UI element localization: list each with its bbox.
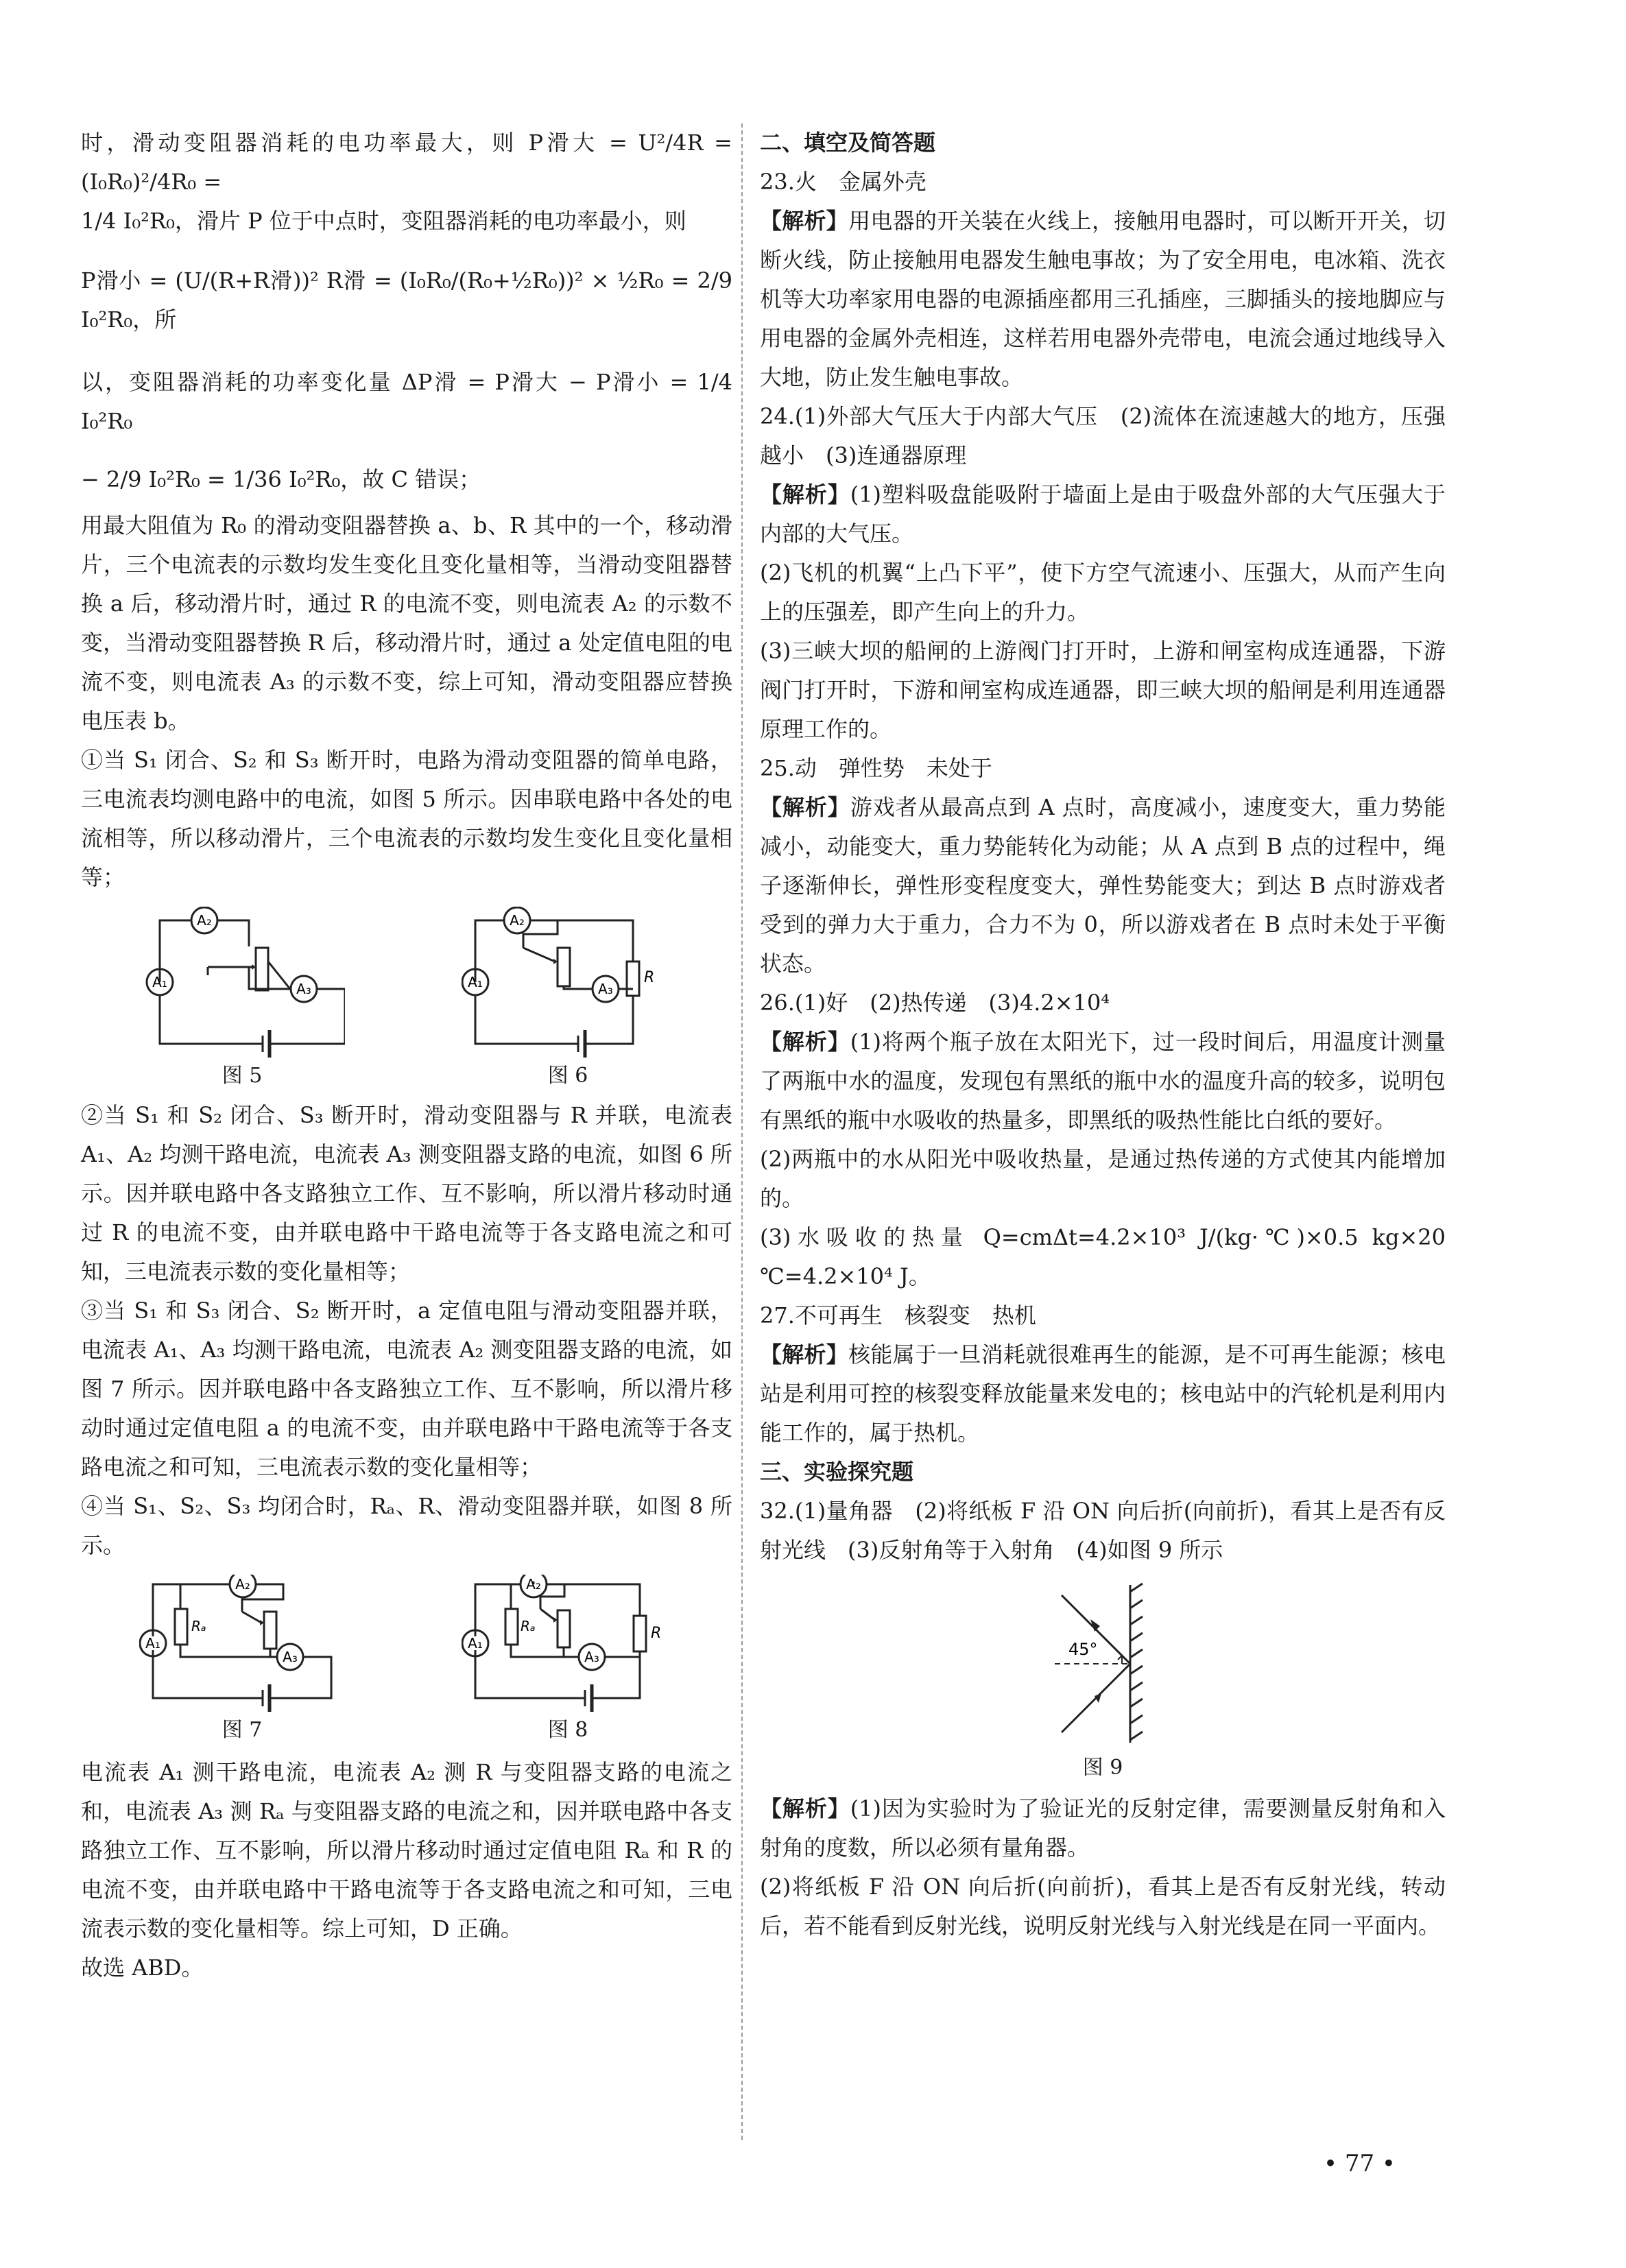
question-26-analysis bbox=[760, 1023, 1446, 1140]
figure-row-7-8 bbox=[81, 1575, 732, 1746]
question-32-analysis-2: (2)将纸板 F 沿 ON 向后折(向前折)，看其上是否有反射光线，转动后，若不能看到反射光线，说明反射光线与入射光线是在同一平面内。 bbox=[760, 1874, 1446, 1939]
question-32-answer: 32.(1)量角器 (2)将纸板 F 沿 ON 向后折(向前折)，看其上是否有反射光线 (3)反射角等于入射角 (4)如图 9 所示 bbox=[760, 1498, 1446, 1563]
figure-row-5-6 bbox=[81, 907, 732, 1092]
ammeter-a3-label: A₃ bbox=[598, 981, 613, 997]
ammeter-a3-label: A₃ bbox=[283, 1649, 298, 1665]
question-32-analysis bbox=[760, 1789, 1446, 1867]
paragraph-case-1: ①当 S₁ 闭合、S₂ 和 S₃ 断开时，电路为滑动变阻器的简单电路，三电流表均测电路中的电流，如图 5 所示。因串联电路中各处的电流相等，所以移动滑片，三个电流表的示数均发生变化且变化量相等； bbox=[81, 747, 732, 890]
figure-5 bbox=[139, 907, 345, 1092]
analysis-text: (1)塑料吸盘能吸附于墙面上是由于吸盘外部的大气压强大于内部的大气压。 bbox=[760, 481, 1446, 547]
formula-line-3: P滑小 = (U/(R+R滑))² R滑 = (I₀R₀/(R₀+½R₀))² × ½R₀ = 2/9 I₀²R₀，所 bbox=[81, 267, 732, 333]
ammeter-a3-label: A₃ bbox=[584, 1649, 599, 1665]
figure-6 bbox=[462, 907, 674, 1092]
ammeter-a2-label: A₂ bbox=[197, 912, 212, 929]
paragraph-replace: 用最大阻值为 R₀ 的滑动变阻器替换 a、b、R 其中的一个，移动滑片，三个电流表的示数均发生变化且变化量相等，当滑动变阻器替换 a 后，移动滑片时，通过 R 的电流不变，则电流表 A₂ 的示数不变，当滑动变阻器替换 R 后，移动滑片时，通过 a 处定值电阻的电流不变，则电流表 A₃ 的示数不变，综上可知，滑动变阻器应替换电压表 b。 bbox=[81, 512, 732, 734]
question-24-answer: 24.(1)外部大气压大于内部大气压 (2)流体在流速越大的地方，压强越小 (3)连通器原理 bbox=[760, 403, 1446, 468]
circuit-diagram-7 bbox=[139, 1575, 345, 1712]
resistor-ra-label: Rₐ bbox=[521, 1618, 536, 1634]
paragraph-case-4: ④当 S₁、S₂、S₃ 均闭合时，Rₐ、R、滑动变阻器并联，如图 8 所示。 bbox=[81, 1493, 732, 1558]
question-27-answer: 27.不可再生 核裂变 热机 bbox=[760, 1302, 1036, 1328]
question-26-analysis-2: (2)两瓶中的水从阳光中吸收热量，是通过热传递的方式使其内能增加的。 bbox=[760, 1146, 1446, 1211]
analysis-text: 游戏者从最高点到 A 点时，高度减小，速度变大，重力势能减小，动能变大，重力势能转化为动能；从 A 点到 B 点的过程中，绳子逐渐伸长，弹性形变程度变大，弹性势能变大；到达 B 点时游戏者受到的弹力大于重力，合力不为 0，所以游戏者在 B 点时未处于平衡状态。 bbox=[760, 794, 1446, 977]
column-divider bbox=[741, 123, 743, 2140]
analysis-tag: 【解析】 bbox=[760, 794, 850, 820]
angle-label: 45° bbox=[1068, 1640, 1098, 1659]
question-23-analysis bbox=[760, 202, 1446, 397]
answer-line: 故选 ABD。 bbox=[81, 1955, 204, 1981]
section-heading-fill-in: 二、填空及简答题 bbox=[760, 130, 936, 156]
question-26-analysis-3: (3)水吸收的热量 Q=cmΔt=4.2×10³ J/(kg·℃)×0.5 kg×20 ℃=4.2×10⁴ J。 bbox=[760, 1224, 1446, 1289]
page-number: • 77 • bbox=[1324, 2150, 1396, 2177]
left-column bbox=[81, 123, 732, 1988]
figure-8-caption: 图 8 bbox=[547, 1718, 588, 1742]
figure-9-caption: 图 9 bbox=[1082, 1756, 1123, 1780]
ammeter-a1-label: A₁ bbox=[468, 974, 483, 990]
ammeter-a2-label: A₂ bbox=[510, 912, 525, 929]
figure-8 bbox=[462, 1575, 674, 1746]
circuit-diagram-5 bbox=[139, 907, 345, 1058]
paragraph-case-3: ③当 S₁ 和 S₃ 闭合、S₂ 断开时，a 定值电阻与滑动变阻器并联，电流表 A₁、A₃ 均测干路电流，电流表 A₂ 测变阻器支路的电流，如图 7 所示。因并联电路中各支路独立工作、互不影响，所以滑片移动时通过定值电阻 a 的电流不变，由并联电路中干路电流等于各支路电流之和可知，三电流表示数的变化量相等； bbox=[81, 1298, 732, 1480]
question-24-analysis-3: (3)三峡大坝的船闸的上游阀门打开时，上游和闸室构成连通器，下游阀门打开时，下游和闸室构成连通器，即三峡大坝的船闸是利用连通器原理工作的。 bbox=[760, 638, 1446, 742]
analysis-tag: 【解析】 bbox=[760, 208, 849, 234]
question-27-analysis bbox=[760, 1335, 1446, 1453]
analysis-tag: 【解析】 bbox=[760, 1029, 850, 1055]
ammeter-a1-label: A₁ bbox=[152, 974, 167, 990]
analysis-text: 核能属于一旦消耗就很难再生的能源，是不可再生能源；核电站是利用可控的核裂变释放能量来发电的；核电站中的汽轮机是利用内能工作的，属于热机。 bbox=[760, 1341, 1446, 1446]
analysis-tag: 【解析】 bbox=[760, 1341, 849, 1368]
reflection-diagram-9 bbox=[1027, 1578, 1178, 1750]
circuit-diagram-6 bbox=[462, 907, 674, 1058]
analysis-text: (1)因为实验时为了验证光的反射定律，需要测量反射角和入射角的度数，所以必须有量角器。 bbox=[760, 1795, 1446, 1861]
question-25-analysis bbox=[760, 788, 1446, 983]
formula-line-1: 时，滑动变阻器消耗的电功率最大，则 P滑大 = U²/4R = (I₀R₀)²/4R₀ = bbox=[81, 130, 732, 195]
figure-5-caption: 图 5 bbox=[222, 1064, 263, 1088]
ammeter-a2-label: A₂ bbox=[235, 1576, 250, 1592]
circuit-diagram-8 bbox=[462, 1575, 674, 1712]
ammeter-a1-label: A₁ bbox=[468, 1635, 483, 1651]
question-23-answer: 23.火 金属外壳 bbox=[760, 169, 926, 195]
paragraph-conclusion: 电流表 A₁ 测干路电流，电流表 A₂ 测 R 与变阻器支路的电流之和，电流表 A₃ 测 Rₐ 与变阻器支路的电流之和，因并联电路中各支路独立工作、互不影响，所以滑片移动时通过定值电阻 Rₐ 和 R 的电流不变，由并联电路中干路电流等于各支路电流之和可知，三电流表示数的变化量相等。综上可知，D 正确。 bbox=[81, 1759, 732, 1942]
analysis-tag: 【解析】 bbox=[760, 1795, 850, 1822]
section-heading-experiment: 三、实验探究题 bbox=[760, 1459, 914, 1485]
question-24-analysis-2: (2)飞机的机翼“上凸下平”，使下方空气流速小、压强大，从而产生向上的压强差，即产生向上的升力。 bbox=[760, 560, 1446, 625]
resistor-r-label: R bbox=[651, 1625, 662, 1642]
formula-line-2: 1/4 I₀²R₀，滑片 P 位于中点时，变阻器消耗的电功率最小，则 bbox=[81, 208, 686, 234]
ammeter-a2-label: A₂ bbox=[526, 1576, 541, 1592]
figure-7-caption: 图 7 bbox=[222, 1718, 263, 1742]
resistor-r-label: R bbox=[644, 969, 655, 986]
resistor-ra-label: Rₐ bbox=[191, 1618, 206, 1634]
figure-9 bbox=[760, 1578, 1446, 1784]
question-25-answer: 25.动 弹性势 未处于 bbox=[760, 755, 992, 781]
right-column bbox=[760, 123, 1446, 1946]
question-26-answer: 26.(1)好 (2)热传递 (3)4.2×10⁴ bbox=[760, 990, 1110, 1016]
ammeter-a3-label: A₃ bbox=[296, 981, 311, 997]
ammeter-a1-label: A₁ bbox=[145, 1635, 160, 1651]
paragraph-case-2: ②当 S₁ 和 S₂ 闭合、S₃ 断开时，滑动变阻器与 R 并联，电流表 A₁、A₂ 均测干路电流，电流表 A₃ 测变阻器支路的电流，如图 6 所示。因并联电路中各支路独立工作、互不影响，所以滑片移动时通过 R 的电流不变，由并联电路中干路电流等于各支路电流之和可知，三电流表示数的变化量相等； bbox=[81, 1102, 732, 1285]
question-24-analysis bbox=[760, 475, 1446, 553]
figure-6-caption: 图 6 bbox=[547, 1064, 588, 1088]
figure-7 bbox=[139, 1575, 345, 1746]
analysis-text: 用电器的开关装在火线上，接触用电器时，可以断开开关，切断火线，防止接触用电器发生触电事故；为了安全用电，电冰箱、洗衣机等大功率家用电器的电源插座都用三孔插座，三脚插头的接地脚应与用电器的金属外壳相连，这样若用电器外壳带电，电流会通过地线导入大地，防止发生触电事故。 bbox=[760, 208, 1446, 390]
analysis-tag: 【解析】 bbox=[760, 481, 850, 508]
formula-line-4: 以，变阻器消耗的功率变化量 ΔP滑 = P滑大 − P滑小 = 1/4 I₀²R₀ bbox=[81, 369, 732, 434]
formula-line-5: − 2/9 I₀²R₀ = 1/36 I₀²R₀，故 C 错误； bbox=[81, 466, 481, 492]
analysis-text: (1)将两个瓶子放在太阳光下，过一段时间后，用温度计测量了两瓶中水的温度，发现包有黑纸的瓶中水的温度升高的较多，说明包有黑纸的瓶中水吸收的热量多，即黑纸的吸热性能比白纸的要好。 bbox=[760, 1029, 1446, 1133]
